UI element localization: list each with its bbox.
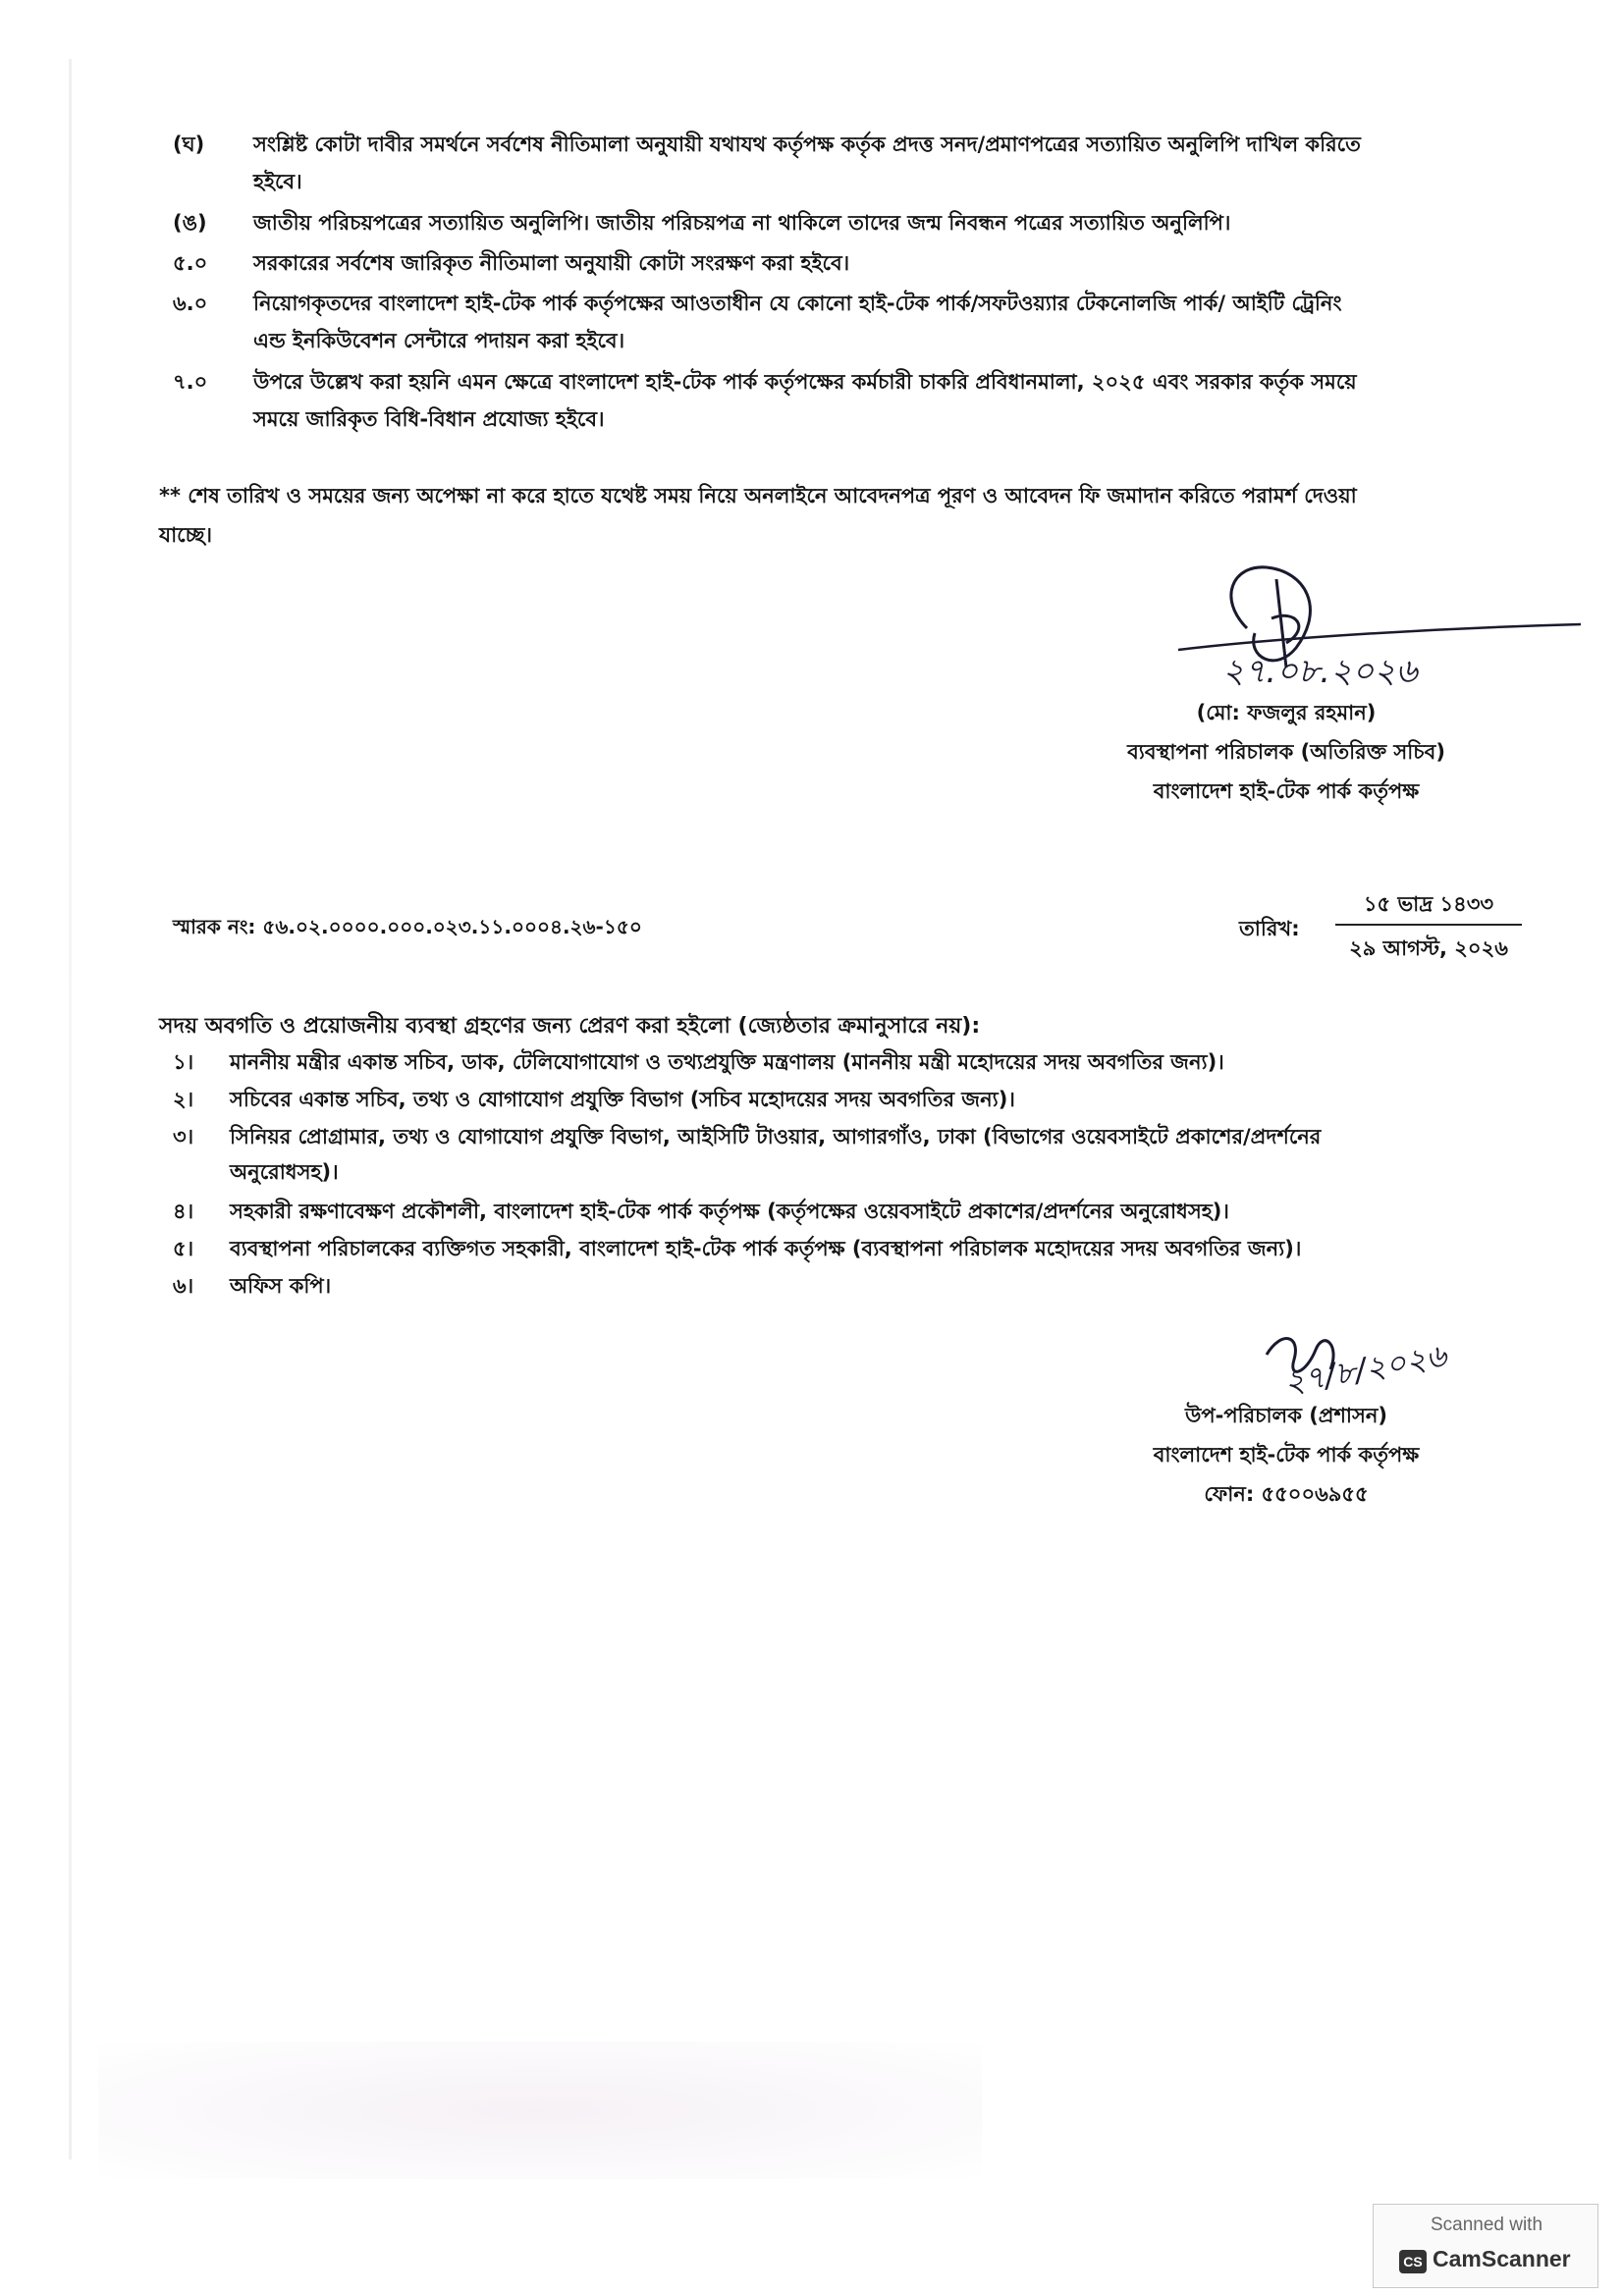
clause-line: সময়ে জারিকৃত বিধি-বিধান প্রযোজ্য হইবে। — [253, 407, 605, 431]
clause-text — [253, 204, 1530, 241]
watermark-caption: Scanned with — [1430, 2215, 1543, 2235]
list-item — [230, 1119, 1536, 1190]
list-item-number: ১। — [173, 1050, 194, 1074]
signature-deputy-director — [1247, 1315, 1473, 1404]
list-item-line: সচিবের একান্ত সচিব, তথ্য ও যোগাযোগ প্রযুক্তি বিভাগ (সচিব মহোদয়ের সদয় অবগতির জন্য)। — [230, 1088, 1015, 1111]
camscanner-watermark — [1373, 2204, 1598, 2288]
clause-line: সরকারের সর্বশেষ জারিকৃত নীতিমালা অনুযায়ী কোটা সংরক্ষণ করা হইবে। — [253, 251, 850, 275]
list-item — [230, 1044, 1536, 1080]
list-item-line: সহকারী রক্ষণাবেক্ষণ প্রকৌশলী, বাংলাদেশ হাই-টেক পার্ক কর্তৃপক্ষ (কর্তৃপক্ষের ওয়েবসাইটে প্রকাশের/প্রদর্শনের অনুরোধসহ)। — [230, 1200, 1229, 1223]
clause-text — [253, 363, 1530, 438]
signature-managing-director — [1139, 560, 1591, 697]
clause-text — [253, 126, 1530, 200]
note-line: ** শেষ তারিখ ও সময়ের জন্য অপেক্ষা না করে হাতে যথেষ্ট সময় নিয়ে অনলাইনে আবেদনপত্র পূরণ ও আবেদন ফি জমাদান করিতে পরামর্শ দেওয়া — [159, 484, 1357, 507]
signatory-phone: ফোন: ৫৫০০৬৯৫৫ — [1204, 1482, 1369, 1506]
clause-line: জাতীয় পরিচয়পত্রের সত্যায়িত অনুলিপি। জাতীয় পরিচয়পত্র না থাকিলে তাদের জন্ম নিবন্ধন পত্রের সত্যায়িত অনুলিপি। — [253, 211, 1231, 235]
list-item-number: ৩। — [173, 1125, 194, 1148]
list-item-number: ৬। — [173, 1274, 194, 1298]
signatory-office: বাংলাদেশ হাই-টেক পার্ক কর্তৃপক্ষ — [1153, 1443, 1420, 1467]
clause-number: ৭.০ — [173, 370, 208, 394]
list-item-line: মাননীয় মন্ত্রীর একান্ত সচিব, ডাক, টেলিযোগাযোগ ও তথ্যপ্রযুক্তি মন্ত্রণালয় (মাননীয় মন্ত্রী মহোদয়ের সদয় অবগতির জন্য)। — [230, 1050, 1224, 1074]
signatory-office: বাংলাদেশ হাই-টেক পার্ক কর্তৃপক্ষ — [1153, 779, 1420, 803]
clause-number: ৬.০ — [173, 292, 208, 315]
scan-edge — [69, 59, 72, 2160]
clause-line: উপরে উল্লেখ করা হয়নি এমন ক্ষেত্রে বাংলাদেশ হাই-টেক পার্ক কর্তৃপক্ষের কর্মচারী চাকরি প্রবিধানমালা, ২০২৫ এবং সরকার কর্তৃক সময়ে — [253, 370, 1357, 394]
advisory-note — [159, 476, 1543, 555]
clause-line: সংশ্লিষ্ট কোটা দাবীর সমর্থনে সর্বশেষ নীতিমালা অনুযায়ী যথাযথ কর্তৃপক্ষ কর্তৃক প্রদত্ত সনদ/প্রমাণপত্রের সত্যায়িত অনুলিপি দাখিল করিতে — [253, 133, 1361, 156]
scan-stain — [98, 2042, 982, 2179]
distribution-heading: সদয় অবগতি ও প্রয়োজনীয় ব্যবস্থা গ্রহণের জন্য প্রেরণ করা হইলো (জ্যেষ্ঠতার ক্রমানুসারে নয়): — [159, 1014, 981, 1039]
list-item — [230, 1082, 1536, 1117]
list-item — [230, 1194, 1536, 1229]
signatory-designation: ব্যবস্থাপনা পরিচালক (অতিরিক্ত সচিব) — [1127, 740, 1445, 764]
signature-date-handwritten: ২৭/৮/২০২৬ — [1280, 1336, 1450, 1402]
watermark-brand: CamScanner — [1433, 2246, 1571, 2271]
clause-line: হইবে। — [253, 170, 302, 193]
clause-line: এন্ড ইনকিউবেশন সেন্টারে পদায়ন করা হইবে। — [253, 329, 625, 352]
list-item-number: ২। — [173, 1088, 194, 1111]
clause-text — [253, 285, 1530, 359]
note-line: যাচ্ছে। — [159, 523, 213, 547]
list-item-line: সিনিয়র প্রোগ্রামার, তথ্য ও যোগাযোগ প্রযুক্তি বিভাগ, আইসিটি টাওয়ার, আগারগাঁও, ঢাকা (বিভাগের ওয়েবসাইটে প্রকাশের/প্রদর্শনের — [230, 1125, 1322, 1148]
date-divider — [1335, 924, 1522, 926]
list-item-line: অফিস কপি। — [230, 1274, 332, 1298]
clause-number: ৫.০ — [173, 251, 208, 275]
list-item-number: ৪। — [173, 1200, 194, 1223]
list-item-line: ব্যবস্থাপনা পরিচালকের ব্যক্তিগত সহকারী, বাংলাদেশ হাই-টেক পার্ক কর্তৃপক্ষ (ব্যবস্থাপনা পরিচালক মহোদয়ের সদয় অবগতির জন্য)। — [230, 1237, 1302, 1260]
clause-number: (ঙ) — [173, 211, 207, 235]
memo-reference: স্মারক নং: ৫৬.০২.০০০০.০০০.০২৩.১১.০০০৪.২৬-১৫০ — [173, 915, 642, 938]
list-item-line: অনুরোধসহ)। — [230, 1160, 339, 1184]
clause-text — [253, 244, 1530, 282]
signatory-name: (মো: ফজলুর রহমান) — [1196, 701, 1377, 724]
date-label: তারিখ: — [1239, 917, 1300, 940]
camscanner-logo-icon: CS — [1399, 2250, 1427, 2273]
date-bangla: ১৫ ভাদ্র ১৪৩৩ — [1363, 892, 1494, 916]
clause-number: (ঘ) — [173, 133, 205, 156]
list-item — [230, 1231, 1536, 1266]
clause-line: নিয়োগকৃতদের বাংলাদেশ হাই-টেক পার্ক কর্তৃপক্ষের আওতাধীন যে কোনো হাই-টেক পার্ক/সফটওয়্যার টেকনোলজি পার্ক/ আইটি ট্রেনিং — [253, 292, 1342, 315]
signatory-designation: উপ-পরিচালক (প্রশাসন) — [1184, 1404, 1387, 1427]
signatory-block — [1070, 693, 1502, 811]
list-item — [230, 1268, 1536, 1304]
list-item-number: ৫। — [173, 1237, 194, 1260]
signatory-block — [1100, 1396, 1473, 1514]
signature-date-handwritten: ২৭.০৮.২০২৬ — [1222, 652, 1418, 691]
date-english: ২৯ আগস্ট, ২০২৬ — [1349, 936, 1508, 960]
